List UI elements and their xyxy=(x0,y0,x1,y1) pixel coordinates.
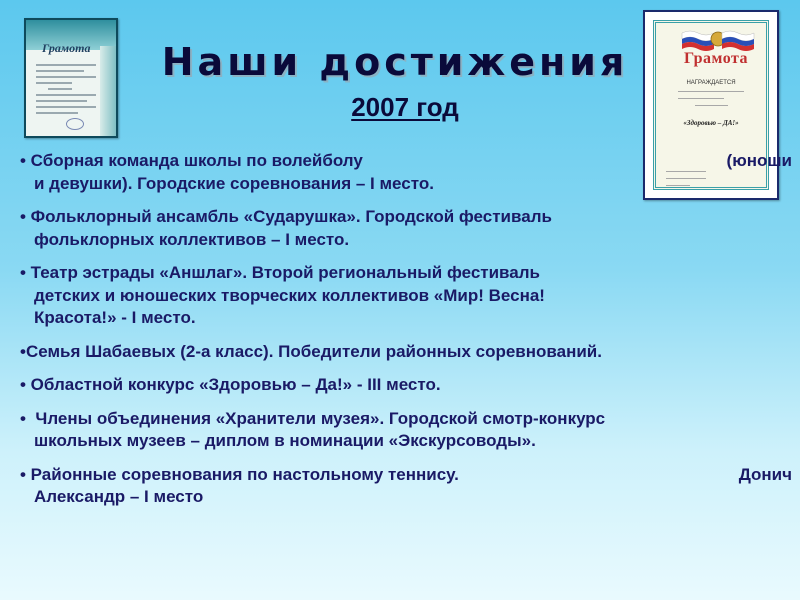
list-item xyxy=(20,150,792,195)
list-item xyxy=(20,262,792,330)
bullet: • xyxy=(20,375,26,394)
stamp-icon xyxy=(66,118,84,130)
item-text-tail: (юноши xyxy=(726,151,792,170)
item-text: Областной конкурс «Здоровью – Да!» - III место. xyxy=(25,375,441,394)
item-text-continued: и девушки). Городские соревнования – I место. xyxy=(34,173,434,193)
list-item xyxy=(20,374,792,397)
item-text: Районные соревнования по настольному теннису. xyxy=(25,464,459,484)
item-text-tail: Донич xyxy=(738,464,792,484)
flags-emblem-icon xyxy=(680,27,756,51)
certificate-motto: «Здоровью – ДА!» xyxy=(683,119,739,127)
list-item xyxy=(20,408,792,453)
bullet: • xyxy=(20,207,26,226)
bullet: • xyxy=(20,151,26,170)
bullet: • xyxy=(20,408,26,428)
item-text: Сборная команда школы по волейболу xyxy=(25,151,363,170)
bullet: • xyxy=(20,341,26,361)
item-text: Фольклорный ансамбль «Сударушка». Городской фестиваль xyxy=(25,207,552,226)
item-text-continued: Александр – I место xyxy=(34,487,204,506)
item-text-continued: детских и юношеских творческих коллективов «Мир! Весна! xyxy=(34,285,545,305)
certificate-heading: Грамота xyxy=(42,41,91,55)
item-text-continued: фольклорных коллективов – I место. xyxy=(34,229,350,249)
list-item xyxy=(20,341,792,364)
bullet: • xyxy=(20,464,26,484)
bullet: • xyxy=(20,263,26,282)
item-text-continued: Красота!» - I место. xyxy=(34,308,196,327)
certificate-award-line: НАГРАЖДАЕТСЯ xyxy=(686,80,736,86)
list-item xyxy=(20,206,792,251)
certificate-text-lines xyxy=(678,91,744,112)
item-text: Театр эстрады «Аншлаг». Второй региональный фестиваль xyxy=(25,263,540,282)
certificate-heading: Грамота xyxy=(683,50,749,67)
certificate-image-left xyxy=(24,18,118,138)
slide-title: Наши достижения xyxy=(161,40,629,84)
achievements-list xyxy=(20,150,792,520)
item-text-continued: школьных музеев – диплом в номинации «Экскурсоводы». xyxy=(34,431,536,450)
certificate-side-band xyxy=(100,46,116,136)
item-text: Семья Шабаевых (2-а класс). Победители районных соревнований. xyxy=(25,341,602,361)
list-item xyxy=(20,464,792,509)
certificate-text-lines xyxy=(36,64,96,118)
year-heading: 2007 год xyxy=(351,92,459,122)
item-text: Члены объединения «Хранители музея». Городской смотр-конкурс xyxy=(25,408,606,428)
